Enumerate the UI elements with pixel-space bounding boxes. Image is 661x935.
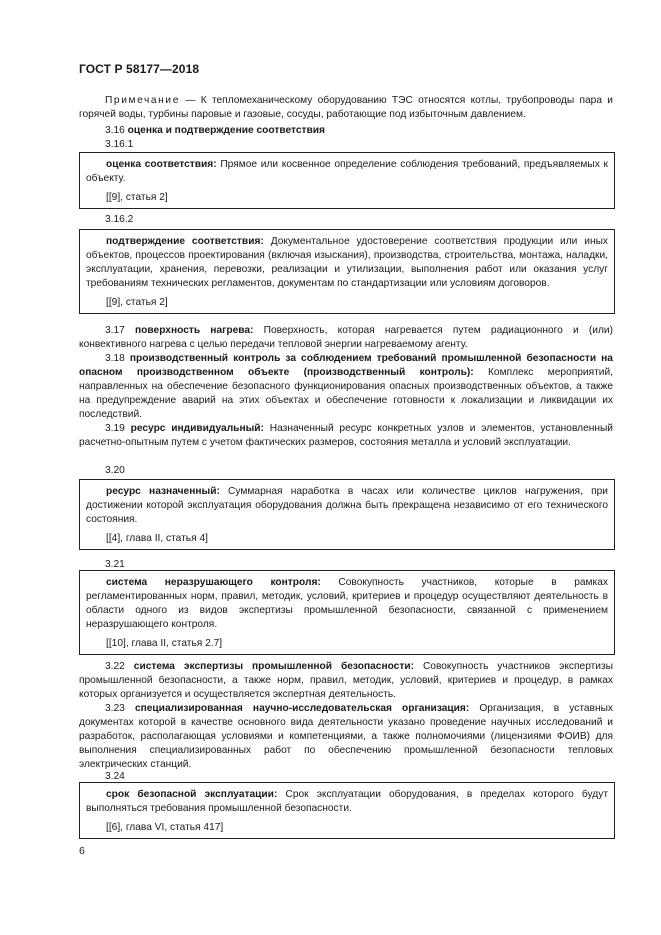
term: ресурс назначенный: <box>106 486 220 497</box>
section-3-20-number: 3.20 <box>105 465 125 476</box>
term: срок безопасной эксплуатации: <box>106 789 278 800</box>
section-number: 3.19 <box>105 423 125 434</box>
definition-box-3-20 <box>79 479 615 550</box>
term: подтверждение соответствия: <box>106 236 264 247</box>
term: ресурс индивидуальный: <box>130 423 264 434</box>
reference: [[9], статья 2] <box>106 192 168 203</box>
section-3-19 <box>79 422 613 450</box>
section-number: 3.22 <box>105 661 125 672</box>
section-3-17 <box>79 324 613 352</box>
definition: Суммарная наработка в часах или количестве циклов нагружения, при достижении которой эксплуатация оборудования должна быть прекращена независимо от его технического состояния. <box>86 486 608 525</box>
definition-box-3-21 <box>79 570 615 655</box>
definition: Назначенный ресурс конкретных узлов и элементов, установленный расчетно-опытным путем с учетом фактических размеров, состояния металла и условий эксплуатации. <box>79 423 614 448</box>
section-number: 3.17 <box>105 325 125 336</box>
section-3-16-1-number: 3.16.1 <box>105 139 134 150</box>
reference: [[6], глава VI, статья 417] <box>106 822 224 833</box>
section-3-16-2-number: 3.16.2 <box>105 214 134 225</box>
term: система экспертизы промышленной безопасности: <box>133 661 414 672</box>
section-term: оценка и подтверждение соответствия <box>127 125 325 136</box>
term: специализированная научно-исследовательская организация: <box>134 703 470 714</box>
document-header: ГОСТ Р 58177—2018 <box>79 62 200 76</box>
reference: [[4], глава II, статья 4] <box>106 533 208 544</box>
section-3-21-number: 3.21 <box>105 559 125 570</box>
term: оценка соответствия: <box>106 159 217 170</box>
definition-box-3-24 <box>79 782 615 839</box>
definition-box-3-16-1 <box>79 152 615 209</box>
section-3-18 <box>79 352 613 422</box>
definition-box-3-16-2 <box>79 229 615 314</box>
section-3-16 <box>79 124 613 138</box>
section-number: 3.16 <box>105 125 125 136</box>
definition: Комплекс мероприятий, направленных на обеспечение безопасного функционирования опасных производственных объектов, а также на предупреждение аварий на этих объектах и обеспечение готовности к локализации и ликвидации их последствий. <box>79 367 613 420</box>
reference: [[9], статья 2] <box>106 297 168 308</box>
page-number: 6 <box>79 845 85 857</box>
definition: Срок эксплуатации оборудования, в пределах которого будут выполняться требования промышленной безопасности. <box>86 789 608 814</box>
definition: Организация, в уставных документах которой в качестве основного вида деятельности указано проведение научных исследований и разработок, располагающая условиями и компетенциями, а также полномочиями (лицензиями ФОИВ) для выполнения специализированных работ по обеспечению промышленной безопасности тепловых электрических станций. <box>79 703 614 770</box>
note-text: — К тепломеханическому оборудованию ТЭС относятся котлы, трубопроводы пара и горячей воды, турбины паровые и газовые, сосуды, работающие под избыточным давлением. <box>79 95 613 120</box>
section-number: 3.18 <box>105 353 125 364</box>
note-paragraph <box>79 94 613 122</box>
definition: Прямое или косвенное определение соблюдения требований, предъявляемых к объекту. <box>86 159 608 184</box>
definition: Совокупность участников, которые в рамках регламентированных норм, правил, методик, условий, критериев и процедур осуществляют деятельность в области одного из видов экспертизы промышленной безопасности, связанной с применением неразрушающего контроля. <box>86 577 608 630</box>
term: поверхность нагрева: <box>135 325 254 336</box>
reference: [[10], глава II, статья 2.7] <box>106 638 223 649</box>
term: система неразрушающего контроля: <box>106 577 321 588</box>
note-label: Примечание <box>105 95 180 106</box>
section-3-23 <box>79 702 613 772</box>
term: производственный контроль за соблюдением требований промышленной безопасности на опасном производственном объекте (производственный контроль): <box>79 353 613 378</box>
definition: Документальное удостоверение соответствия продукции или иных объектов, процессов проектирования (включая изыскания), производства, строительства, монтажа, наладки, эксплуатации, хранения, перевозки, реализации и утилизации, выполнения работ или оказания услуг требованиям технических регламентов, документам по стандартизации или условиям договоров. <box>86 236 608 289</box>
section-3-24-number: 3.24 <box>105 771 125 782</box>
section-3-22 <box>79 660 613 702</box>
definition: Совокупность участников экспертизы промышленной безопасности, а также норм, правил, методик, условий, критериев и процедур, в рамках которых организуется и осуществляется экспертная деятельность. <box>79 661 613 700</box>
section-number: 3.23 <box>105 703 125 714</box>
definition: Поверхность, которая нагревается путем радиационного и (или) конвективного нагрева с целью передачи тепловой энергии нагреваемому агенту. <box>79 325 613 350</box>
